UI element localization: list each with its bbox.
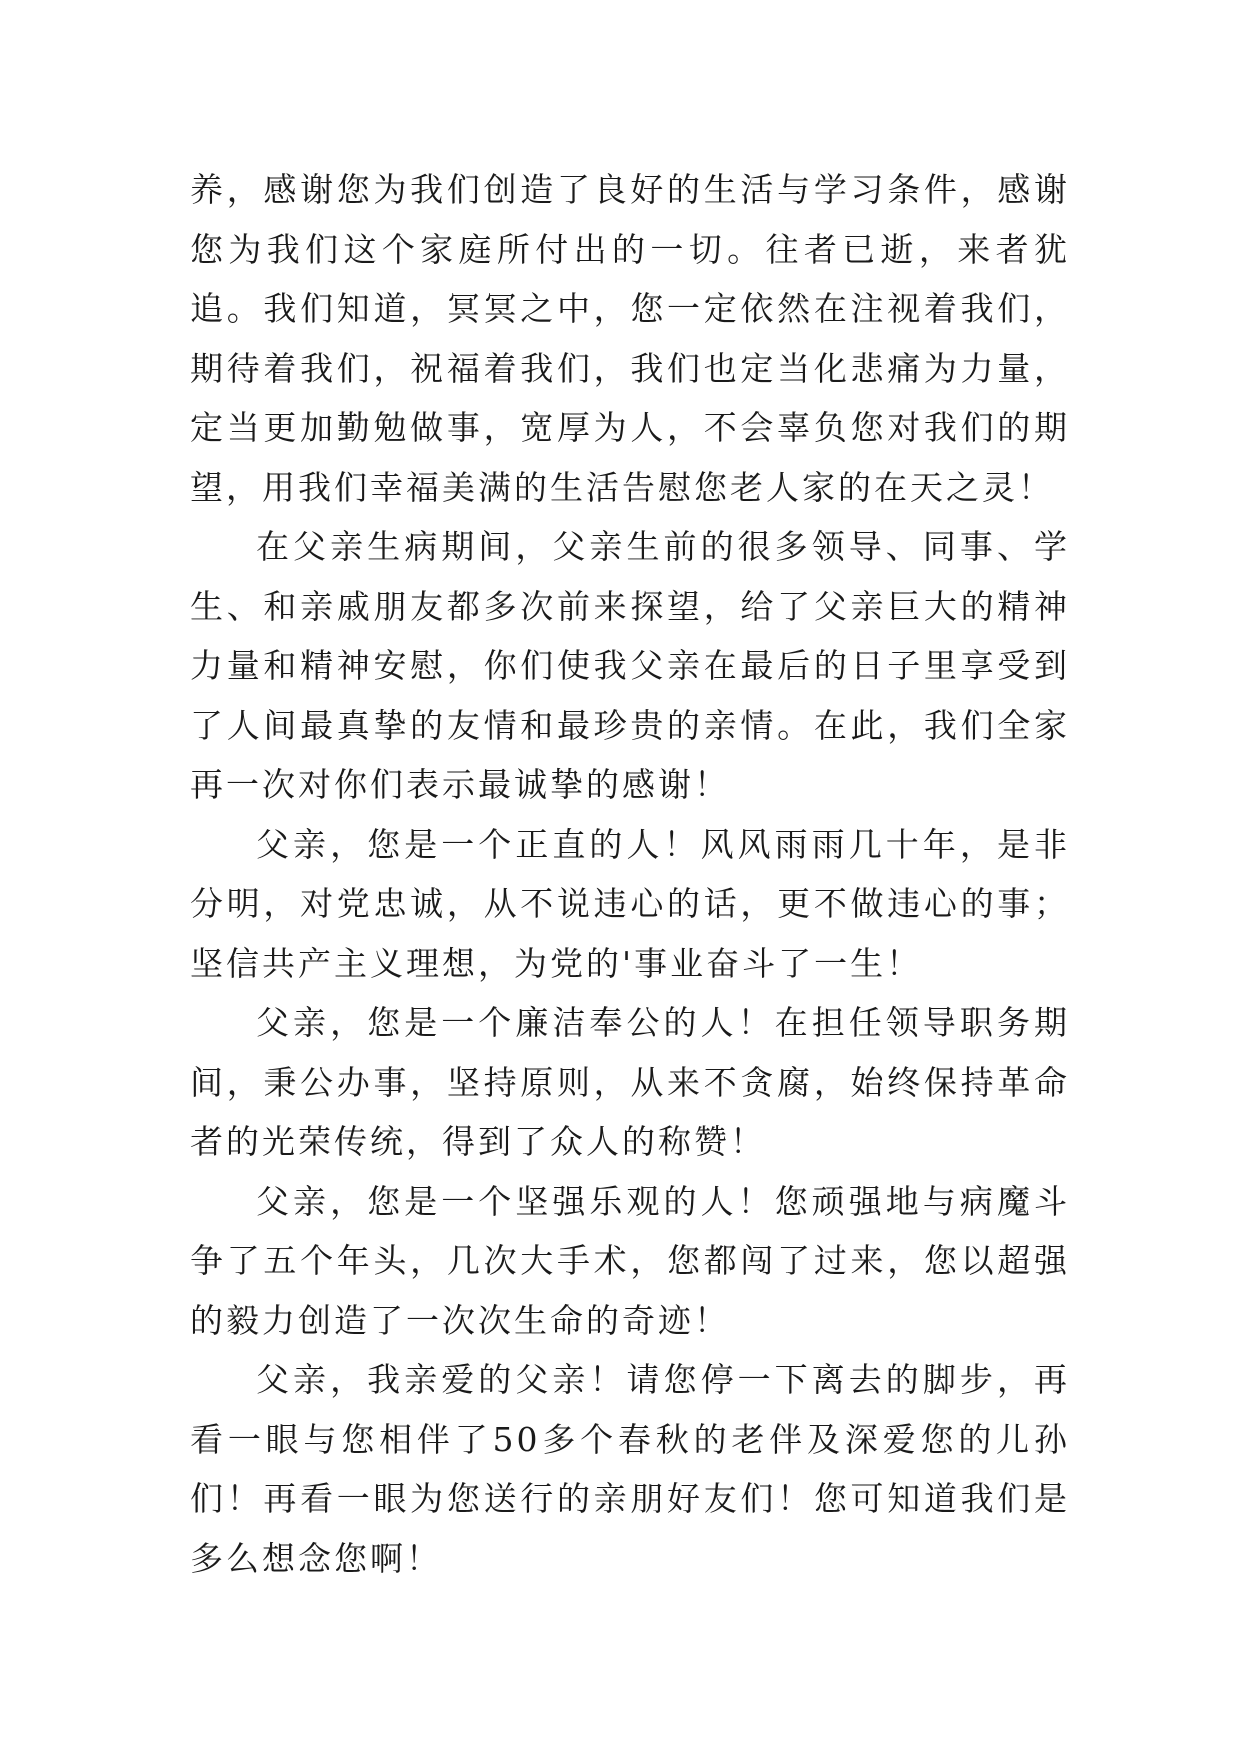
paragraph-1: 养，感谢您为我们创造了良好的生活与学习条件，感谢您为我们这个家庭所付出的一切。往者已逝，来者犹追。我们知道，冥冥之中，您一定依然在注视着我们，期待着我们，祝福着我们，我们也定当化悲痛为力量，定当更加勤勉做事，宽厚为人，不会辜负您对我们的期望，用我们幸福美满的生活告慰您老人家的在天之灵！ [190, 170, 1070, 507]
paragraph-5: 父亲，您是一个坚强乐观的人！您顽强地与病魔斗争了五个年头，几次大手术，您都闯了过来，您以超强的毅力创造了一次次生命的奇迹！ [190, 1181, 1070, 1340]
paragraph-3: 父亲，您是一个正直的人！风风雨雨几十年，是非分明，对党忠诚，从不说违心的话，更不做违心的事；坚信共产主义理想，为党的'事业奋斗了一生！ [190, 824, 1070, 983]
paragraph-6: 父亲，我亲爱的父亲！请您停一下离去的脚步，再看一眼与您相伴了50多个春秋的老伴及深爱您的儿孙们！再看一眼为您送行的亲朋好友们！您可知道我们是多么想念您啊！ [190, 1360, 1070, 1578]
paragraph-4: 父亲，您是一个廉洁奉公的人！在担任领导职务期间，秉公办事，坚持原则，从来不贪腐，始终保持革命者的光荣传统，得到了众人的称赞！ [190, 1003, 1070, 1161]
paragraph-2: 在父亲生病期间，父亲生前的很多领导、同事、学生、和亲戚朋友都多次前来探望，给了父亲巨大的精神力量和精神安慰，你们使我父亲在最后的日子里享受到了人间最真挚的友情和最珍贵的亲情。在此，我们全家再一次对你们表示最诚挚的感谢！ [190, 527, 1070, 804]
document-body [190, 160, 1070, 1588]
